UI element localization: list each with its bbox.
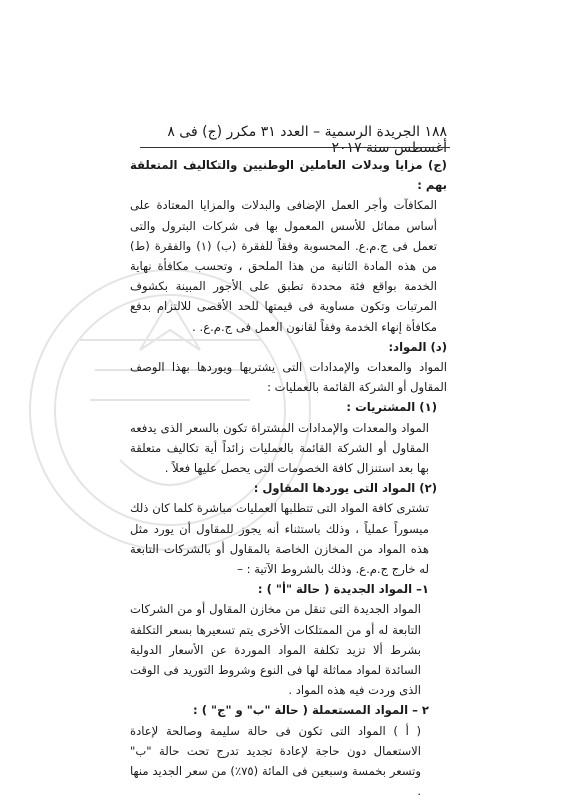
heading-contractor-supplied: (٢) المواد التى يوردها المقاول : (253, 481, 437, 496)
paragraph-contractor-supplied: تشترى كافة المواد التى تتطلبها العمليات مباشرة كلما كان ذلك ميسوراً عملياً ، وذلك باستثناء أنه يجوز للمقاول أن يورد مثل هذه المواد من المخازن الخاصة بالمقاول أو بالشركات التابعة له خارج ج.م.ع. وذلك بالشروط الآتية : – (130, 501, 429, 577)
heading-purchases: (١) المشتريات : (346, 400, 437, 415)
paragraph-new-materials: المواد الجديدة التى تنقل من مخازن المقاول أو من الشركات التابعة له أو من الممتلكات الأخرى يتم تسعيرها بسعر التكلفة بشرط ألا تزيد تكلفة المواد الموردة عن الأسعار الدولية السائدة لمواد مماثلة لها فى النوع وشروط التوريد فى الوقت الذى وردت فيه هذه المواد . (130, 602, 421, 698)
heading-national-employees: (ج) مزايا وبدلات العاملين الوطنيين والتكاليف المتعلقة بهم : (130, 158, 447, 193)
heading-materials: (د) المواد: (388, 339, 447, 354)
header-rule (140, 147, 450, 148)
paragraph-used-materials: ( أ ) المواد التى تكون فى حالة سليمة وصالحة لإعادة الاستعمال دون حاجة لإعادة تجديد تدرج تحت حالة "ب" وتسعر بخمسة وسبعين فى المائة (٧٥٪) من سعر الجديد منها . (130, 723, 422, 799)
heading-new-materials: ١– المواد الجديدة ( حالة "أ" ) : (257, 582, 429, 597)
paragraph-purchases: المواد والمعدات والإمدادات المشتراة تكون بالسعر الذى يدفعه المقاول أو الشركة القائمة بالعمليات زائداً أية تكاليف متعلقة بها بعد استنزال كافة الخصومات التى يحصل عليها فعلاً . (130, 420, 429, 476)
paragraph-materials: المواد والمعدات والإمدادات التى يشتريها ويوردها بهذا الوصف المقاول أو الشركة القائمة بالعمليات : (130, 360, 447, 395)
heading-used-materials: ٢ – المواد المستعملة ( حالة "ب" و "ج" ) : (193, 703, 429, 718)
document-body (130, 155, 447, 802)
page-header: ١٨٨ الجريدة الرسمية – العدد ٣١ مكرر (ج) فى ٨ أغسطس سنة ٢٠١٧ (167, 124, 447, 156)
paragraph-remuneration: المكافآت وأجر العمل الإضافى والبدلات والمزايا المعتادة على أساس مماثل للأسس المعمول بها فى شركات البترول والتى تعمل فى ج.م.ع. المحسوبة وفقاً للفقرة (ب) (١) والفقرة (ط) من هذه المادة الثانية من هذا الملحق ، وتحسب مكافأة نهاية الخدمة بواقع فئة محددة تطبق على الأجور المبينة بكشوف المرتبات وتكون مساوية فى قيمتها للحد الأقصى للالتزام بدفع مكافأة إنهاء الخدمة وفقاً لقانون العمل فى ج.م.ع. . (130, 198, 438, 334)
